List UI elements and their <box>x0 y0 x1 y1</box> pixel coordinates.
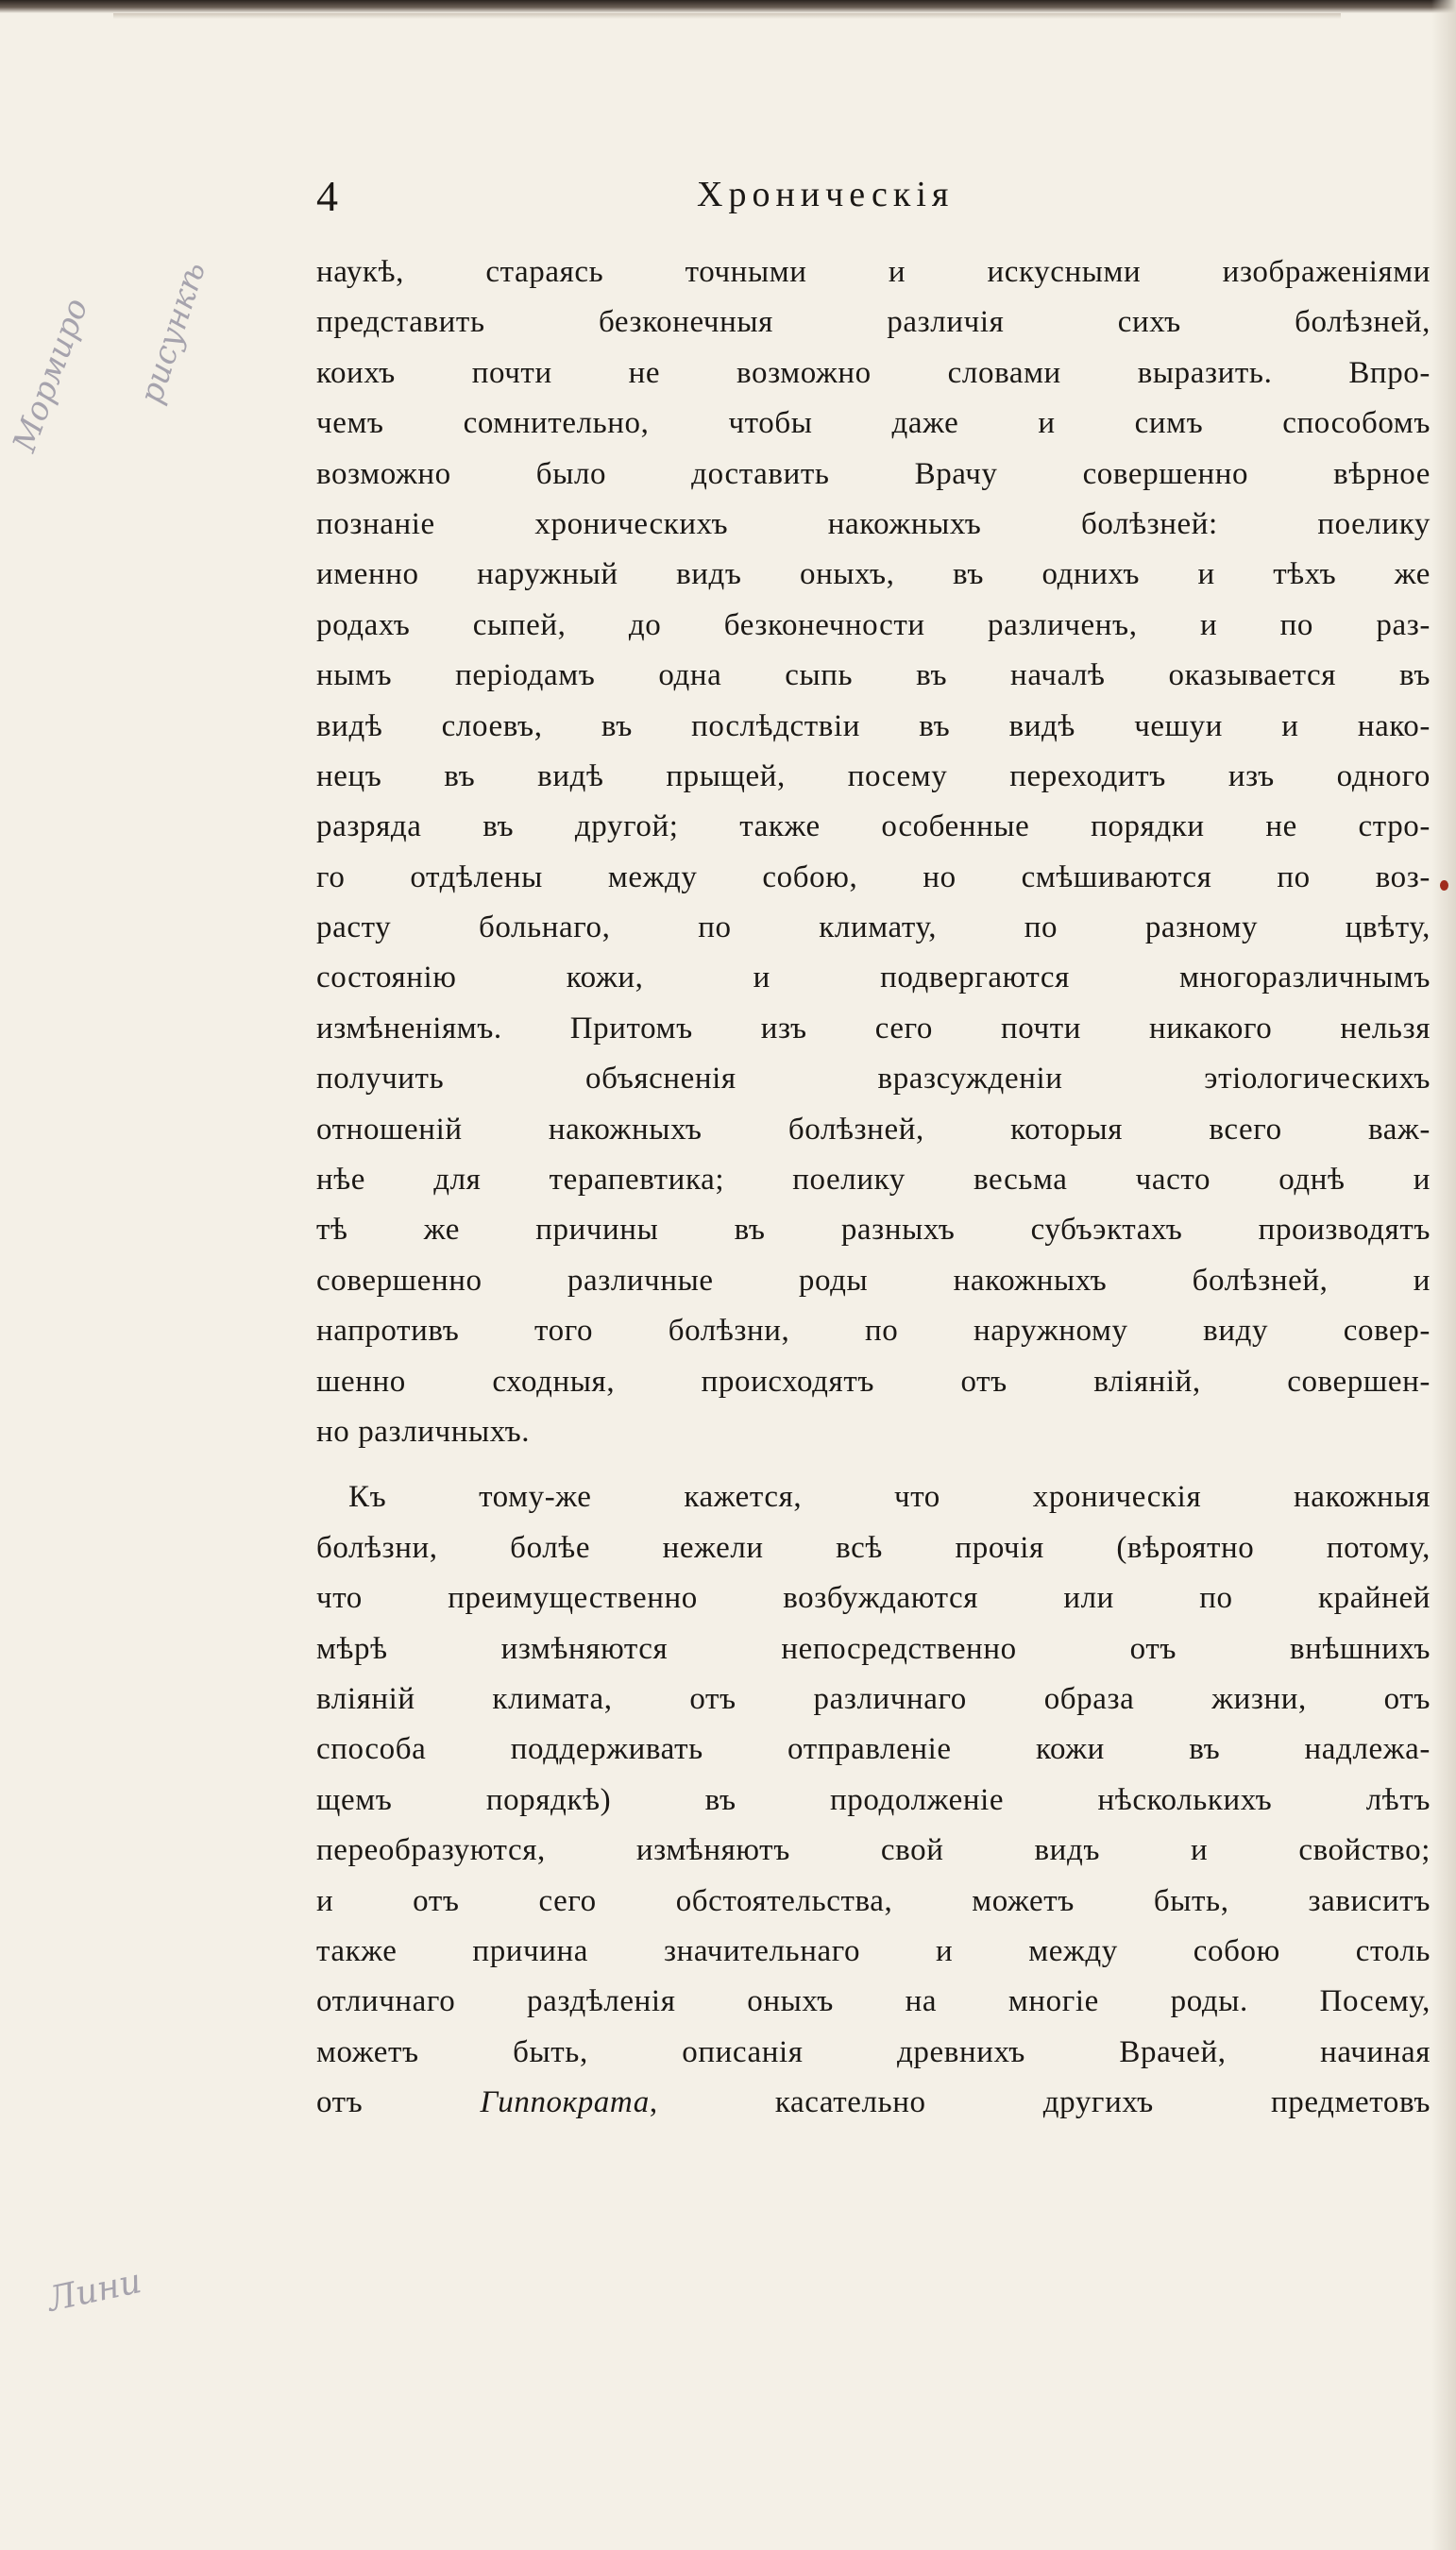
paragraph-gap <box>316 1457 1431 1472</box>
text-fragment: , касательно другихъ предметовъ <box>649 2085 1431 2120</box>
text-line: возможно было доставить Врачу совершенно вѣрное <box>316 456 1431 491</box>
text-line: болѣзни, болѣе нежели всѣ прочія (вѣроятно потому, <box>316 1530 1431 1565</box>
page-top-edge <box>0 0 1456 13</box>
text-line: отношеній накожныхъ болѣзней, которыя всего важ- <box>316 1112 1431 1147</box>
text-line: именно наружный видъ оныхъ, въ однихъ и тѣхъ же <box>316 557 1431 592</box>
text-line: коихъ почти не возможно словами выразить. Впро- <box>316 355 1431 390</box>
text-line: также причина значительнаго и между собою столь <box>316 1933 1431 1968</box>
text-line: чемъ сомнительно, чтобы даже и симъ способомъ <box>316 406 1431 441</box>
text-line: нецъ въ видѣ прыщей, посему переходитъ изъ одного <box>316 758 1431 793</box>
text-line: разряда въ другой; также особенные порядки не стро- <box>316 809 1431 844</box>
text-line: способа поддерживать отправленіе кожи въ надлежа- <box>316 1732 1431 1767</box>
text-line: представить безконечныя различія сихъ болѣзней, <box>316 305 1431 340</box>
text-line: можетъ быть, описанія древнихъ Врачей, начиная <box>316 2034 1431 2069</box>
text-line: познаніе хроническихъ накожныхъ болѣзней: поелику <box>316 506 1431 541</box>
page-number: 4 <box>316 172 338 220</box>
text-line: наукѣ, стараясь точными и искусными изображеніями <box>316 255 1431 289</box>
text-line: шенно сходныя, происходятъ отъ вліяній, совершен- <box>316 1364 1431 1399</box>
text-line: переобразуются, измѣняютъ свой видъ и свойство; <box>316 1833 1431 1868</box>
text-line: и отъ сего обстоятельства, можетъ быть, зависитъ <box>316 1883 1431 1918</box>
margin-note: рисункѣ <box>132 257 213 409</box>
text-line: состоянію кожи, и подвергаются многоразличнымъ <box>316 960 1431 995</box>
paragraph <box>316 1472 1431 2128</box>
text-line: щемъ порядкѣ) въ продолженіе нѣсколькихъ лѣтъ <box>316 1782 1431 1817</box>
page-gutter-shadow <box>1431 0 1456 2550</box>
margin-note: Лини <box>43 2262 145 2320</box>
body-text <box>316 247 1431 2128</box>
running-head: Хроническія <box>697 175 955 214</box>
text-line: что преимущественно возбуждаются или по крайней <box>316 1581 1431 1616</box>
text-line: получить объясненія вразсужденіи этіологическихъ <box>316 1062 1431 1096</box>
text-fragment: отъ <box>316 2085 481 2120</box>
text-line: вліяній климата, отъ различнаго образа жизни, отъ <box>316 1681 1431 1716</box>
red-ink-mark <box>1440 880 1448 891</box>
text-line: напротивъ того болѣзни, по наружному виду совер- <box>316 1314 1431 1349</box>
text-line: нымъ періодамъ одна сыпь въ началѣ оказывается въ <box>316 658 1431 693</box>
margin-note: Мормиро <box>6 293 96 457</box>
person-name: Гиппократа <box>480 2085 650 2120</box>
text-line-with-name <box>316 2078 1431 2128</box>
text-line: го отдѣлены между собою, но смѣшиваются по воз- <box>316 859 1431 894</box>
page-top-shadow <box>113 13 1341 19</box>
text-line: измѣненіямъ. Притомъ изъ сего почти никакого нельзя <box>316 1011 1431 1046</box>
text-line: Къ тому-же кажется, что хроническія накожныя <box>348 1480 1431 1515</box>
text-line: но различныхъ. <box>316 1414 531 1449</box>
text-line: тѣ же причины въ разныхъ субъэктахъ производятъ <box>316 1213 1431 1248</box>
paragraph <box>316 247 1431 1457</box>
text-line: отличнаго раздѣленія оныхъ на многіе роды. Посему, <box>316 1984 1431 2019</box>
text-line: нѣе для терапевтика; поелику весьма часто однѣ и <box>316 1163 1431 1198</box>
text-line: совершенно различные роды накожныхъ болѣзней, и <box>316 1263 1431 1298</box>
text-line: мѣрѣ измѣняются непосредственно отъ внѣшнихъ <box>316 1631 1431 1666</box>
text-line: родахъ сыпей, до безконечности различенъ, и по раз- <box>316 607 1431 642</box>
text-line: видѣ слоевъ, въ послѣдствіи въ видѣ чешуи и нако- <box>316 708 1431 743</box>
text-line: расту больнаго, по климату, по разному цвѣту, <box>316 910 1431 945</box>
